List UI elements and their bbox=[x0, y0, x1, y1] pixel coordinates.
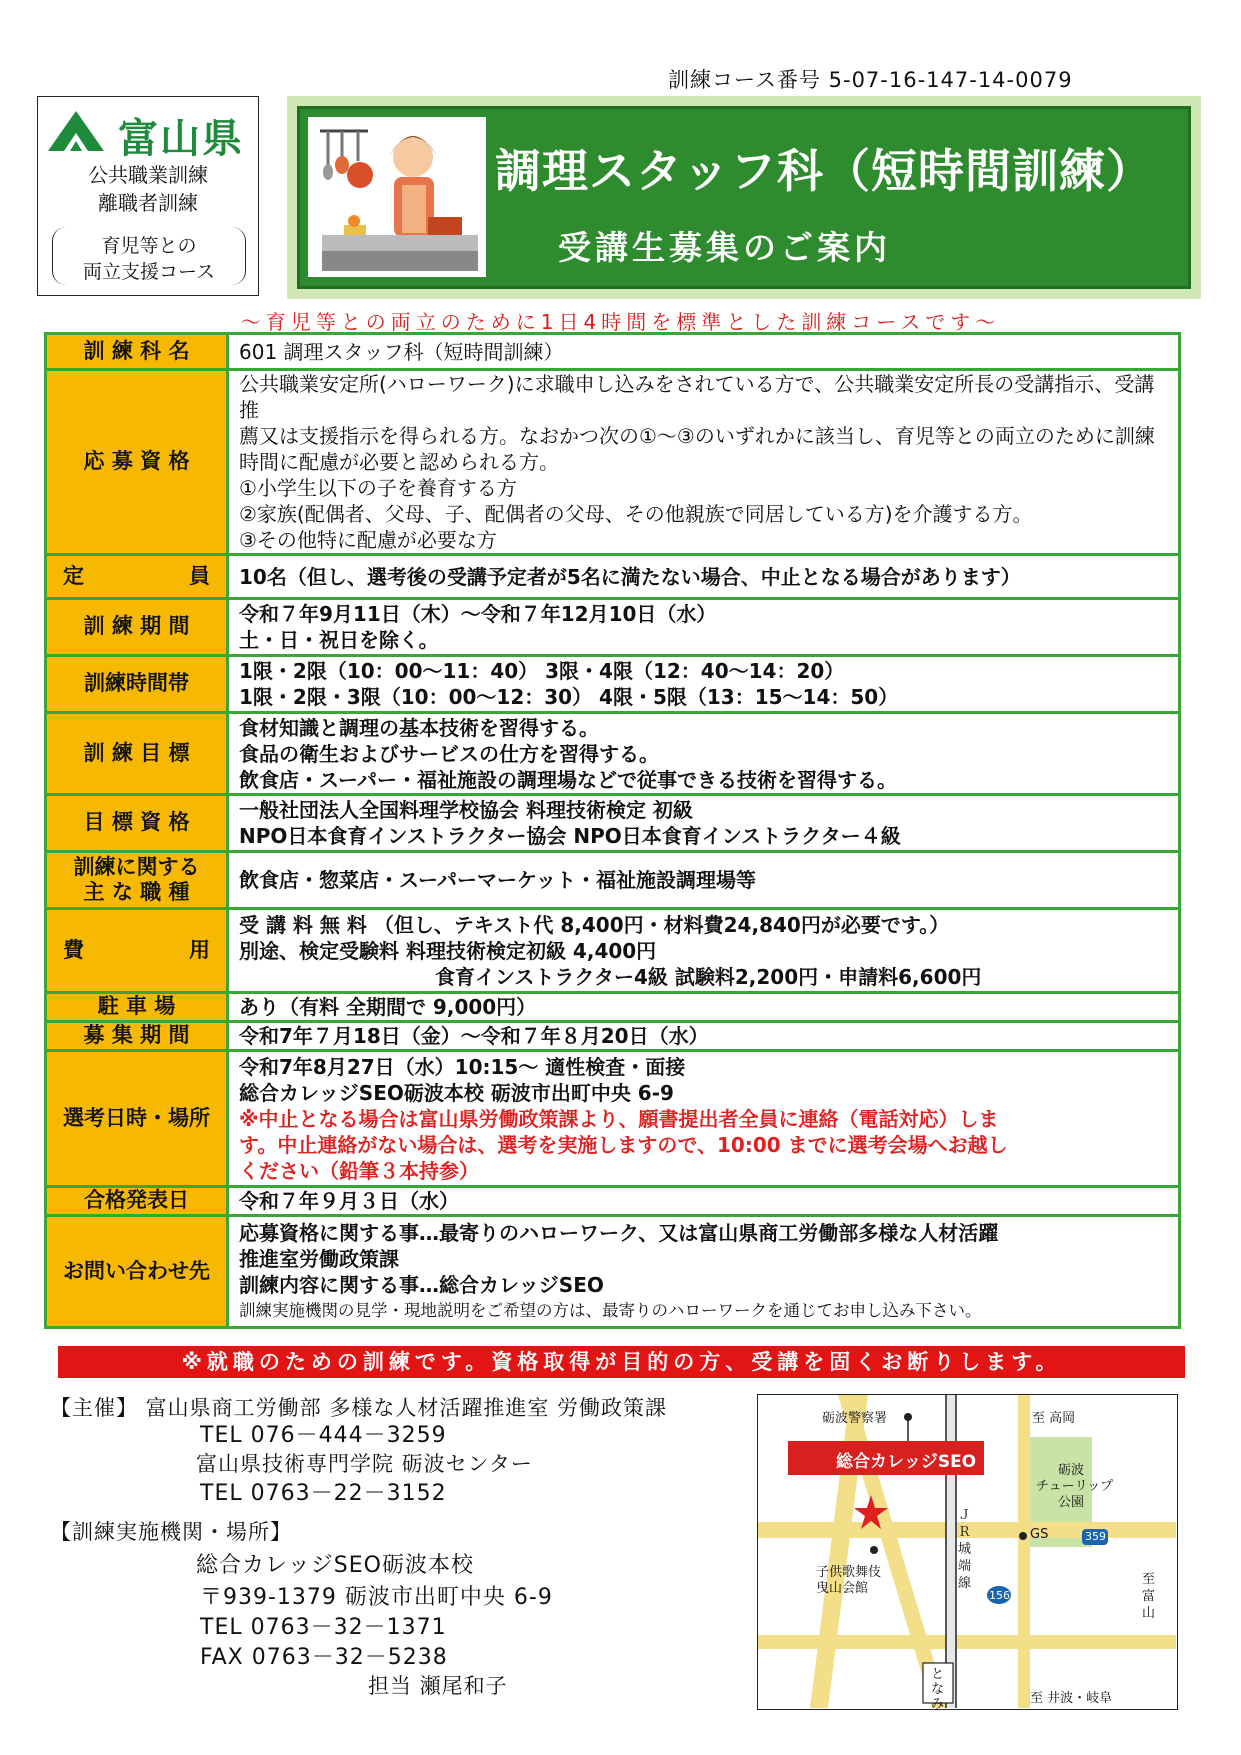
value-period bbox=[228, 599, 1180, 656]
map-park-label-2: チューリップ bbox=[1036, 1479, 1114, 1494]
qualification-line4: ①小学生以下の子を養育する方 bbox=[239, 476, 517, 500]
second-organizer: 富山県技術専門学院 砺波センター bbox=[196, 1452, 533, 1476]
row-jobs bbox=[46, 852, 1180, 909]
value-selection bbox=[228, 1051, 1180, 1187]
contact-line1: 応募資格に関する事…最寄りのハローワーク、又は富山県商工労働部多様な人材活躍 bbox=[239, 1220, 999, 1245]
map-college-label: 総合カレッジSEO bbox=[836, 1452, 977, 1472]
route-359-road bbox=[1018, 1395, 1030, 1708]
value-contact bbox=[228, 1216, 1180, 1328]
course-number: 訓練コース番号 5-07-16-147-14-0079 bbox=[668, 68, 1073, 92]
row-course-name bbox=[46, 334, 1180, 370]
value-qualification bbox=[228, 370, 1180, 555]
map-park-label-3: 公園 bbox=[1058, 1495, 1085, 1510]
label-fees-2: 用 bbox=[189, 937, 210, 962]
institution-address: 〒939-1379 砺波市出町中央 6-9 bbox=[200, 1585, 553, 1610]
period-line2: 土・日・祝日を除く。 bbox=[239, 628, 439, 652]
label-course-name: 訓 練 科 名 bbox=[46, 334, 228, 370]
map-to-inami-label: 至 井波・岐阜 bbox=[1030, 1691, 1113, 1706]
goals-line1: 食材知識と調理の基本技術を習得する。 bbox=[239, 715, 599, 740]
value-jobs: 飲食店・惣菜店・スーパーマーケット・福祉施設調理場等 bbox=[228, 852, 1180, 909]
certs-line2: NPO日本食育インストラクター協会 NPO日本食育インストラクター４級 bbox=[239, 824, 901, 848]
fees-line1: 受 講 料 無 料 （但し、テキスト代 8,400円・材料費24,840円が必要です。） bbox=[239, 912, 950, 937]
title-banner bbox=[287, 96, 1201, 299]
row-qualification bbox=[46, 370, 1180, 555]
row-selection bbox=[46, 1051, 1180, 1187]
value-goals bbox=[228, 713, 1180, 795]
goals-line2: 食品の衛生およびサービスの仕方を習得する。 bbox=[239, 741, 659, 766]
label-period: 訓 練 期 間 bbox=[46, 599, 228, 656]
label-jobs-1: 訓練に関する bbox=[73, 854, 200, 879]
label-fees bbox=[46, 909, 228, 993]
value-capacity: 10名（但し、選考後の受講予定者が5名に満たない場合、中止となる場合があります） bbox=[228, 555, 1180, 599]
institution-tel: TEL 0763－32－1371 bbox=[200, 1615, 447, 1640]
selection-notice-line2: す。中止連絡がない場合は、選考を実施しますので、10:00 までに選考会場へお越し bbox=[239, 1132, 1008, 1157]
value-hours bbox=[228, 656, 1180, 713]
contact-line2: 推進室労働政策課 bbox=[239, 1246, 399, 1271]
map-route-156-label: 156 bbox=[989, 1589, 1010, 1602]
label-goals: 訓 練 目 標 bbox=[46, 713, 228, 795]
qualification-line1: 公共職業安定所(ハローワーク)に求職申し込みをされている方で、公共職業安定所長の受講指示、受講推 bbox=[239, 372, 1155, 422]
row-contact bbox=[46, 1216, 1180, 1328]
map-park-label-1: 砺波 bbox=[1058, 1463, 1085, 1478]
row-fees bbox=[46, 909, 1180, 993]
label-fees-1: 費 bbox=[63, 937, 84, 962]
map-gs-label: GS bbox=[1030, 1527, 1049, 1542]
goals-line3: 飲食店・スーパー・福祉施設の調理場などで従事できる技術を習得する。 bbox=[239, 767, 897, 792]
jobseeker-training-label: 離職者訓練 bbox=[98, 191, 198, 215]
title-banner-inner bbox=[297, 106, 1191, 289]
label-capacity-1: 定 bbox=[63, 563, 84, 588]
kabuki-hall-marker-icon bbox=[870, 1546, 878, 1554]
warning-banner: ※就職のための訓練です。資格取得が目的の方、受講を固くお断りします。 bbox=[58, 1346, 1185, 1378]
qualification-line3: 時間に配慮が必要と認められる方。 bbox=[239, 450, 559, 474]
label-parking: 駐 車 場 bbox=[46, 993, 228, 1022]
institution-heading: 【訓練実施機関・場所】 bbox=[50, 1520, 292, 1544]
label-jobs bbox=[46, 852, 228, 909]
label-capacity-2: 員 bbox=[189, 563, 210, 588]
label-certs: 目 標 資 格 bbox=[46, 795, 228, 852]
institution-name: 総合カレッジSEO砺波本校 bbox=[196, 1553, 474, 1578]
label-jobs-2: 主 な 職 種 bbox=[83, 880, 190, 904]
course-title: 調理スタッフ科（短時間訓練） bbox=[495, 144, 1153, 198]
cook-illustration-icon bbox=[308, 117, 486, 277]
support-course-line1: 育児等との bbox=[101, 235, 197, 257]
police-marker-icon bbox=[904, 1413, 912, 1421]
row-period bbox=[46, 599, 1180, 656]
gas-station-marker-icon bbox=[1019, 1532, 1027, 1540]
contact-line4: 訓練実施機関の見学・現地説明をご希望の方は、最寄りのハローワークを通じてお申し込み下さい。 bbox=[239, 1300, 982, 1320]
selection-line2: 総合カレッジSEO砺波本校 砺波市出町中央 6-9 bbox=[239, 1080, 674, 1105]
institution-contact-person: 担当 瀬尾和子 bbox=[368, 1674, 508, 1698]
organizer-tel: TEL 076－444－3259 bbox=[200, 1423, 447, 1448]
certs-line1: 一般社団法人全国料理学校協会 料理技術検定 初級 bbox=[239, 798, 693, 822]
row-hours bbox=[46, 656, 1180, 713]
label-qualification: 応 募 資 格 bbox=[46, 370, 228, 555]
prefecture-logo-box bbox=[37, 96, 259, 296]
map-kabuki-label-1: 子供歌舞伎 bbox=[816, 1565, 882, 1580]
selection-line1: 令和7年8月27日（水）10:15～ 適性検査・面接 bbox=[239, 1054, 686, 1079]
value-recruit: 令和7年７月18日（金）～令和７年８月20日（水） bbox=[228, 1022, 1180, 1051]
second-organizer-tel: TEL 0763－22－3152 bbox=[200, 1481, 447, 1506]
map-to-toyama-label: 至富山 bbox=[1142, 1572, 1156, 1621]
row-goals bbox=[46, 713, 1180, 795]
label-recruit: 募 集 期 間 bbox=[46, 1022, 228, 1051]
map-jr-line-label: ＪＲ城端線 bbox=[958, 1508, 972, 1591]
institution-fax: FAX 0763－32－5238 bbox=[200, 1645, 448, 1670]
hours-line1: 1限・2限（10：00～11：40） 3限・4限（12：40～14：20） bbox=[239, 659, 845, 683]
row-certs bbox=[46, 795, 1180, 852]
label-hours: 訓練時間帯 bbox=[46, 656, 228, 713]
public-training-label: 公共職業訓練 bbox=[88, 163, 208, 187]
value-parking: あり（有料 全期間で 9,000円） bbox=[228, 993, 1180, 1022]
selection-notice-line1: ※中止となる場合は富山県労働政策課より、願書提出者全員に連絡（電話対応）しま bbox=[239, 1106, 999, 1131]
value-announce: 令和７年９月３日（水） bbox=[228, 1187, 1180, 1216]
course-subtitle: 受講生募集のご案内 bbox=[558, 228, 891, 267]
label-capacity bbox=[46, 555, 228, 599]
label-announce: 合格発表日 bbox=[46, 1187, 228, 1216]
row-recruit bbox=[46, 1022, 1180, 1051]
label-selection: 選考日時・場所 bbox=[46, 1051, 228, 1187]
organizer-heading: 【主催】 富山県商工労働部 多様な人材活躍推進室 労働政策課 bbox=[50, 1396, 668, 1420]
value-course-name: 601 調理スタッフ科（短時間訓練） bbox=[228, 334, 1180, 370]
map-route-359-label: 359 bbox=[1085, 1530, 1106, 1543]
contact-line3: 訓練内容に関する事…総合カレッジSEO bbox=[239, 1272, 604, 1297]
selection-notice-line3: ください（鉛筆３本持参） bbox=[239, 1158, 479, 1183]
map-police-label: 砺波警察署 bbox=[822, 1411, 888, 1426]
tagline: ～育児等との両立のために1日4時間を標準とした訓練コースです～ bbox=[240, 310, 1001, 334]
hours-line2: 1限・2限・3限（10：00～12：30） 4限・5限（13：15～14：50） bbox=[239, 685, 899, 709]
support-course-line2: 両立支援コース bbox=[82, 261, 216, 283]
qualification-line2: 薦又は支援指示を得られる方。なおかつ次の①～③のいずれかに該当し、育児等との両立のために訓練 bbox=[239, 424, 1155, 448]
period-line1: 令和７年9月11日（木）～令和７年12月10日（水） bbox=[239, 602, 717, 626]
toyama-mountain-logo-icon bbox=[46, 107, 112, 153]
qualification-line5: ②家族(配偶者、父母、子、配偶者の父母、その他親族で同居している方)を介護する方。 bbox=[239, 502, 1033, 526]
fees-line2: 別途、検定受験料 料理技術検定初級 4,400円 bbox=[239, 938, 657, 963]
access-map bbox=[757, 1394, 1178, 1710]
row-parking bbox=[46, 993, 1180, 1022]
prefecture-name: 富山県 bbox=[118, 116, 244, 162]
map-tonami-station-label: となみ bbox=[931, 1667, 945, 1712]
map-kabuki-label-2: 曳山会館 bbox=[816, 1581, 869, 1596]
support-course-bracket bbox=[52, 227, 246, 285]
logo-row bbox=[46, 105, 252, 162]
row-announce bbox=[46, 1187, 1180, 1216]
fees-line3: 食育インストラクター4級 試験料2,200円・申請料6,600円 bbox=[435, 964, 982, 989]
course-info-table bbox=[44, 332, 1181, 1329]
value-certs bbox=[228, 795, 1180, 852]
value-fees bbox=[228, 909, 1180, 993]
label-contact: お問い合わせ先 bbox=[46, 1216, 228, 1328]
map-to-takaoka-label: 至 高岡 bbox=[1032, 1411, 1076, 1426]
row-capacity bbox=[46, 555, 1180, 599]
qualification-line6: ③その他特に配慮が必要な方 bbox=[239, 528, 497, 552]
